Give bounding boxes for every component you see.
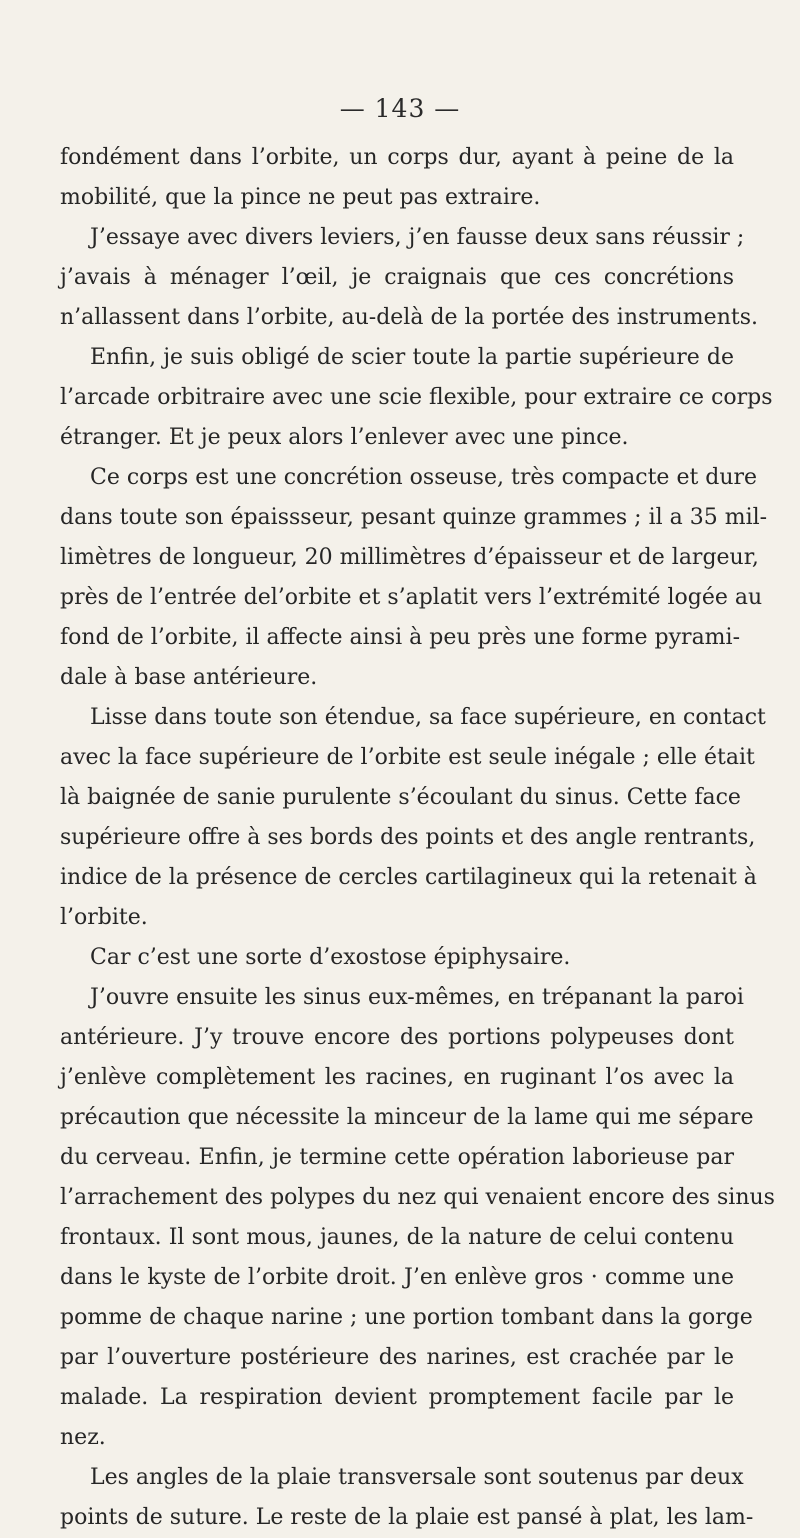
text-line: limètres de longueur, 20 millimètres d’épaisseur et de largeur, [60,545,759,570]
text-line: dans toute son épaissseur, pesant quinze grammes ; il a 35 mil- [60,505,768,530]
text-line: Lisse dans toute son étendue, sa face supérieure, en contact [90,705,766,730]
text-line: supérieure offre à ses bords des points et des angle rentrants, [60,825,756,850]
text-line: mobilité, que la pince ne peut pas extraire. [60,185,541,210]
text-line: dale à base antérieure. [60,665,318,690]
text-line: Car c’est une sorte d’exostose épiphysaire. [90,945,571,970]
text-line: points de suture. Le reste de la plaie est pansé à plat, les lam- [60,1505,754,1530]
text-line: j’avais à ménager l’œil, je craignais que ces concrétions [60,265,734,290]
text-line: J’ouvre ensuite les sinus eux-mêmes, en trépanant la paroi [90,985,744,1010]
body-text [60,138,775,1538]
text-line: dans le kyste de l’orbite droit. J’en enlève gros · comme une [60,1265,734,1290]
text-line: avec la face supérieure de l’orbite est seule inégale ; elle était [60,745,755,770]
text-line: du cerveau. Enfin, je termine cette opération laborieuse par [60,1145,734,1170]
text-line: l’arcade orbitraire avec une scie flexible, pour extraire ce corps [60,385,773,410]
text-line: l’arrachement des polypes du nez qui venaient encore des sinus [60,1185,775,1210]
text-line: antérieure. J’y trouve encore des portions polypeuses dont [60,1025,734,1050]
page-number: — 143 — [339,94,461,123]
text-line: fondément dans l’orbite, un corps dur, ayant à peine de la [60,145,734,170]
text-line: là baignée de sanie purulente s’écoulant du sinus. Cette face [60,785,741,810]
text-line: malade. La respiration devient promptement facile par le [60,1385,734,1410]
text-line: frontaux. Il sont mous, jaunes, de la nature de celui contenu [60,1225,734,1250]
text-line: n’allassent dans l’orbite, au-delà de la portée des instruments. [60,305,758,330]
text-line: précaution que nécessite la minceur de la lame qui me sépare [60,1105,754,1130]
text-line: Enfin, je suis obligé de scier toute la partie supérieure de [90,345,734,370]
text-line: Les angles de la plaie transversale sont soutenus par deux [90,1465,744,1490]
text-line: près de l’entrée del’orbite et s’aplatit vers l’extrémité logée au [60,585,763,610]
text-line: J’essaye avec divers leviers, j’en fausse deux sans réussir ; [90,225,745,250]
text-line: nez. [60,1425,106,1450]
text-line: fond de l’orbite, il affecte ainsi à peu près une forme pyrami- [60,625,741,650]
text-line: pomme de chaque narine ; une portion tombant dans la gorge [60,1305,753,1330]
text-line: Ce corps est une concrétion osseuse, très compacte et dure [90,465,758,490]
text-line: l’orbite. [60,905,148,930]
text-line: indice de la présence de cercles cartilagineux qui la retenait à [60,865,757,890]
text-line: par l’ouverture postérieure des narines, est crachée par le [60,1345,734,1370]
text-line: j’enlève complètement les racines, en ruginant l’os avec la [60,1065,734,1090]
text-line: étranger. Et je peux alors l’enlever avec une pince. [60,425,629,450]
